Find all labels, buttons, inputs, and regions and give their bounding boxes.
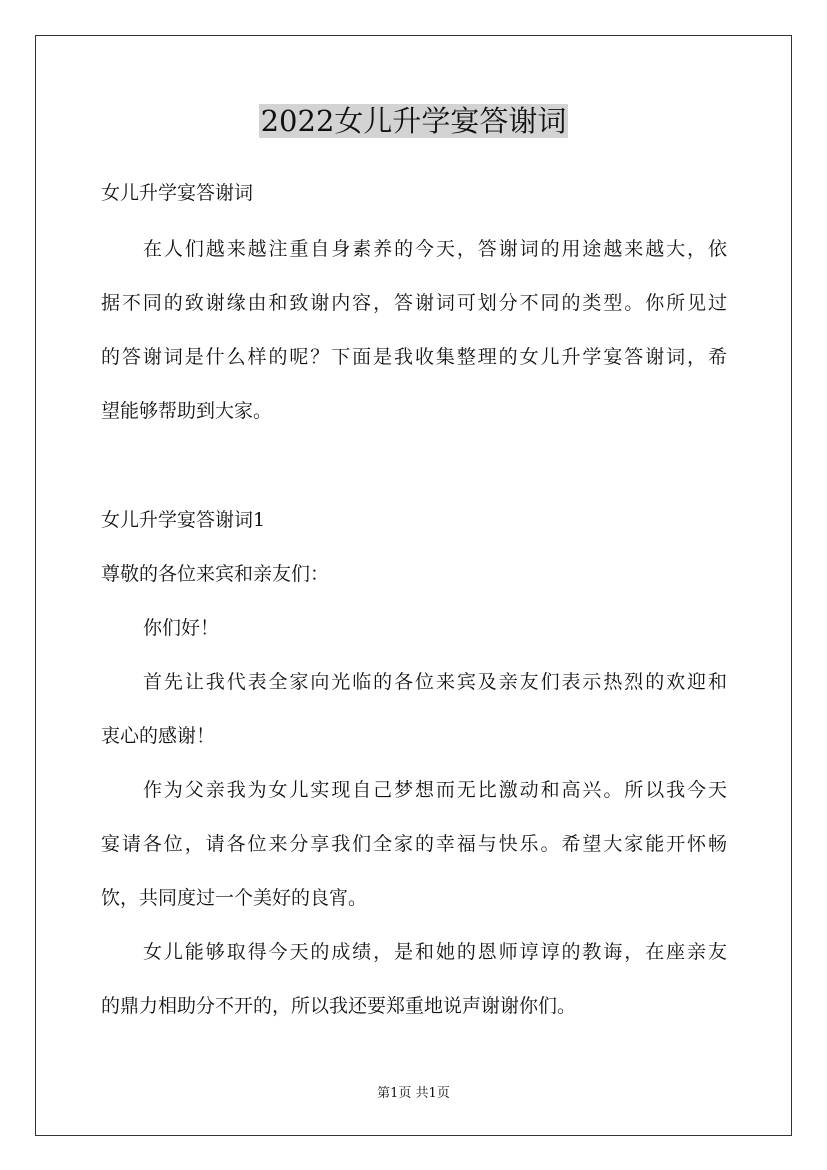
para2-line-1: 作为父亲我为女儿实现自己梦想而无比激动和高兴。所以我今天	[143, 779, 727, 801]
document-title-text: 2022女儿升学宴答谢词	[260, 104, 567, 138]
para2-line-3: 饮，共同度过一个美好的良宵。	[101, 887, 368, 909]
para1-line-1: 首先让我代表全家向光临的各位来宾及亲友们表示热烈的欢迎和	[143, 671, 727, 693]
para3-line-1: 女儿能够取得今天的成绩，是和她的恩师谆谆的教诲，在座亲友	[143, 941, 727, 963]
greeting: 你们好！	[143, 617, 220, 639]
page-footer: 第1页 共1页	[377, 1086, 450, 1101]
intro-line-2: 据不同的致谢缘由和致谢内容，答谢词可划分不同的类型。你所见过	[101, 292, 727, 314]
intro-line-3: 的答谢词是什么样的呢？下面是我收集整理的女儿升学宴答谢词，希	[101, 346, 727, 368]
intro-line-4: 望能够帮助到大家。	[101, 400, 273, 422]
para1-line-2: 衷心的感谢！	[101, 725, 216, 747]
document-title	[0, 98, 827, 144]
para2-line-2: 宴请各位，请各位来分享我们全家的幸福与快乐。希望大家能开怀畅	[101, 833, 727, 855]
para3-line-2: 的鼎力相助分不开的，所以我还要郑重地说声谢谢你们。	[101, 995, 577, 1017]
intro-line-1: 在人们越来越注重自身素养的今天，答谢词的用途越来越大，依	[143, 238, 727, 260]
salutation: 尊敬的各位来宾和亲友们：	[101, 563, 330, 585]
section-heading: 女儿升学宴答谢词1	[101, 509, 266, 531]
document-subtitle: 女儿升学宴答谢词	[101, 182, 254, 204]
